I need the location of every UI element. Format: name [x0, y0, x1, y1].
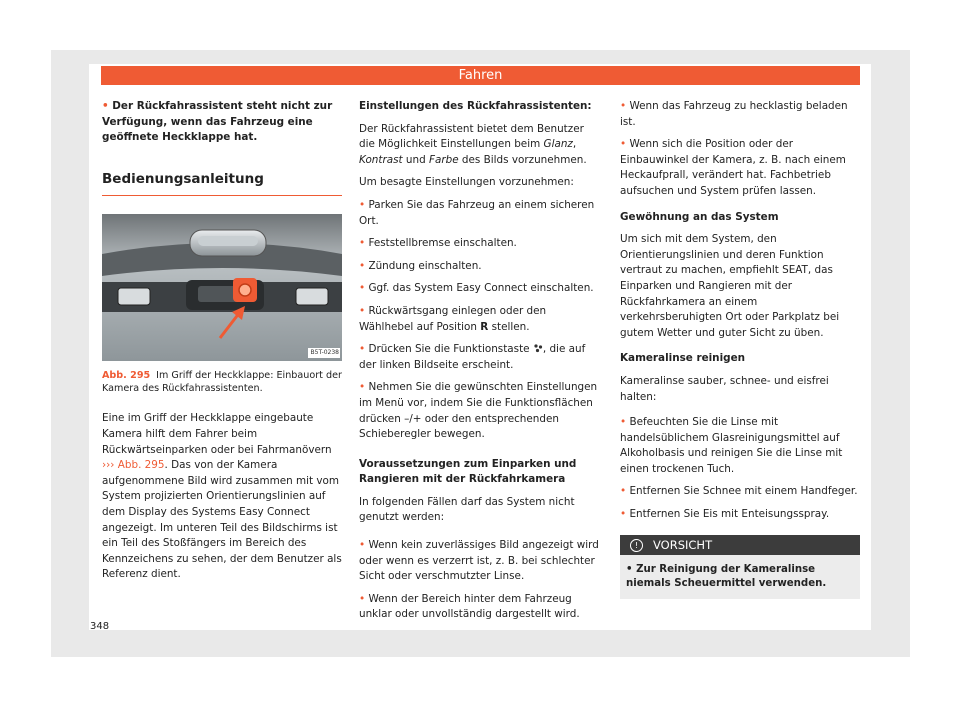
- figure-reference-link[interactable]: Abb. 295: [117, 459, 165, 472]
- warning-icon: !: [630, 539, 643, 552]
- settings-heading: Einstellungen des Rückfahrassistenten:: [359, 100, 592, 112]
- list-item: • Wenn das Fahrzeug zu hecklastig beladen ist.: [620, 100, 848, 128]
- caution-body: • Zur Reinigung der Kameralinse niemals Scheuermittel verwenden.: [626, 563, 827, 589]
- bullet-icon: •: [359, 381, 366, 394]
- list-item: • Zündung einschalten.: [359, 259, 482, 272]
- bullet-icon: •: [620, 416, 627, 429]
- bullet-icon: •: [620, 508, 627, 521]
- bullet-icon: •: [620, 485, 627, 498]
- list-item: • Entfernen Sie Eis mit Enteisungsspray.: [620, 508, 830, 521]
- bullet-icon: •: [359, 282, 366, 295]
- bullet-icon: •: [359, 237, 366, 250]
- chapter-header: Fahren: [101, 66, 860, 85]
- bullet-icon: •: [620, 100, 627, 112]
- bullet-icon: •: [359, 343, 366, 356]
- intro-bullet: • Der Rückfahrassistent steht nicht zur Verfügung, wenn das Fahrzeug eine geöffnete Heckklappe hat.: [102, 100, 333, 144]
- list-item: • Drücken Sie die Funktionstaste , die auf der linken Bildseite erscheint.: [359, 343, 586, 371]
- figure-caption: [102, 369, 342, 395]
- column-2: [359, 99, 602, 630]
- tailgate-illustration: [102, 214, 342, 361]
- list-item: • Nehmen Sie die gewünschten Einstellungen im Menü vor, indem Sie die Funktionsflächen drücken –/+ oder den entsprechenden Schieberegler bewegen.: [359, 381, 598, 441]
- settings-intro: Der Rückfahrassistent bietet dem Benutzer die Möglichkeit Einstellungen beim Glanz, Kontrast und Farbe des Bilds vorzunehmen.: [359, 122, 587, 166]
- caution-title: VORSICHT: [653, 537, 713, 552]
- list-item: • Parken Sie das Fahrzeug an einem sicheren Ort.: [359, 198, 595, 227]
- settings-icon: [533, 343, 543, 353]
- list-item: • Entfernen Sie Schnee mit einem Handfeger.: [620, 485, 858, 498]
- list-item: • Rückwärtsgang einlegen oder den Wählhebel auf Position R stellen.: [359, 304, 547, 333]
- list-item: • Feststellbremse einschalten.: [359, 237, 517, 250]
- steps-intro: Um besagte Einstellungen vorzunehmen:: [359, 176, 574, 189]
- list-item: • Wenn der Bereich hinter dem Fahrzeug unklar oder unvollständig dargestellt wird.: [359, 592, 580, 621]
- bullet-icon: •: [102, 100, 109, 112]
- bullet-icon: •: [359, 259, 366, 272]
- reference-arrow: ›››: [102, 459, 115, 472]
- camera-figure: [102, 214, 342, 361]
- column-3: [620, 99, 860, 599]
- bullet-icon: •: [359, 198, 366, 211]
- list-item: • Wenn kein zuverlässiges Bild angezeigt wird oder wenn es verzerrt ist, z. B. bei schlechter Sicht oder verschmutzter Linse.: [359, 539, 599, 583]
- bullet-icon: •: [620, 138, 627, 151]
- bullet-icon: •: [359, 592, 366, 605]
- caption-text: Im Griff der Heckklappe: Einbauort der Kamera des Rückfahrassistenten.: [102, 370, 342, 395]
- habituation-heading: Gewöhnung an das System: [620, 210, 779, 223]
- requirements-heading: Voraussetzungen zum Einparken und Rangieren mit der Rückfahrkamera: [359, 457, 577, 486]
- list-item: • Ggf. das System Easy Connect einschalten.: [359, 282, 594, 295]
- caption-label: Abb. 295: [102, 370, 151, 382]
- bullet-icon: •: [359, 304, 366, 317]
- bullet-icon: •: [626, 563, 633, 575]
- column-1: [102, 99, 342, 590]
- bullet-icon: •: [359, 539, 366, 552]
- body-paragraph: Eine im Griff der Heckklappe eingebaute Kamera hilft dem Fahrer beim Rückwärtseinparken oder bei Fahrmanövern ››› Abb. 295. Das von der Kamera aufgenommene Bild wird zusammen mit vom System projizierten Orientierungslinien auf dem Display des Systems Easy Connect angezeigt. Im unteren Teil des Bildschirms ist ein Teil des Stoßfängers im Bereich des Kennzeichens zu sehen, der dem Benutzer als Referenz dient.: [102, 412, 342, 581]
- page-number: 348: [90, 621, 110, 632]
- conditions-intro: In folgenden Fällen darf das System nicht genutzt werden:: [359, 495, 575, 524]
- caution-header: [620, 535, 860, 555]
- list-item: • Befeuchten Sie die Linse mit handelsüblichem Glasreinigungsmittel auf Alkoholbasis und reinigen Sie die Linse mit einen trockenen Tuch.: [620, 416, 843, 475]
- section-heading: Bedienungsanleitung: [102, 172, 342, 197]
- lens-cleaning-heading: Kameralinse reinigen: [620, 352, 746, 365]
- lens-cleaning-text: Kameralinse sauber, schnee- und eisfrei halten:: [620, 374, 829, 403]
- list-item: • Wenn sich die Position oder der Einbauwinkel der Kamera, z. B. nach einem Heckaufprall, verändert hat. Fachbetrieb aufsuchen und System prüfen lassen.: [620, 138, 846, 197]
- figure-code: B5T-0238: [310, 348, 339, 356]
- caution-box: [620, 535, 860, 599]
- habituation-text: Um sich mit dem System, den Orientierungslinien und deren Funktion vertraut zu machen, empfiehlt SEAT, das Einparken und Rangieren mit der Rückfahrkamera an einem verkehrsberuhigten Ort oder Parkplatz bei gutem Wetter und guter Sicht zu üben.: [620, 233, 840, 339]
